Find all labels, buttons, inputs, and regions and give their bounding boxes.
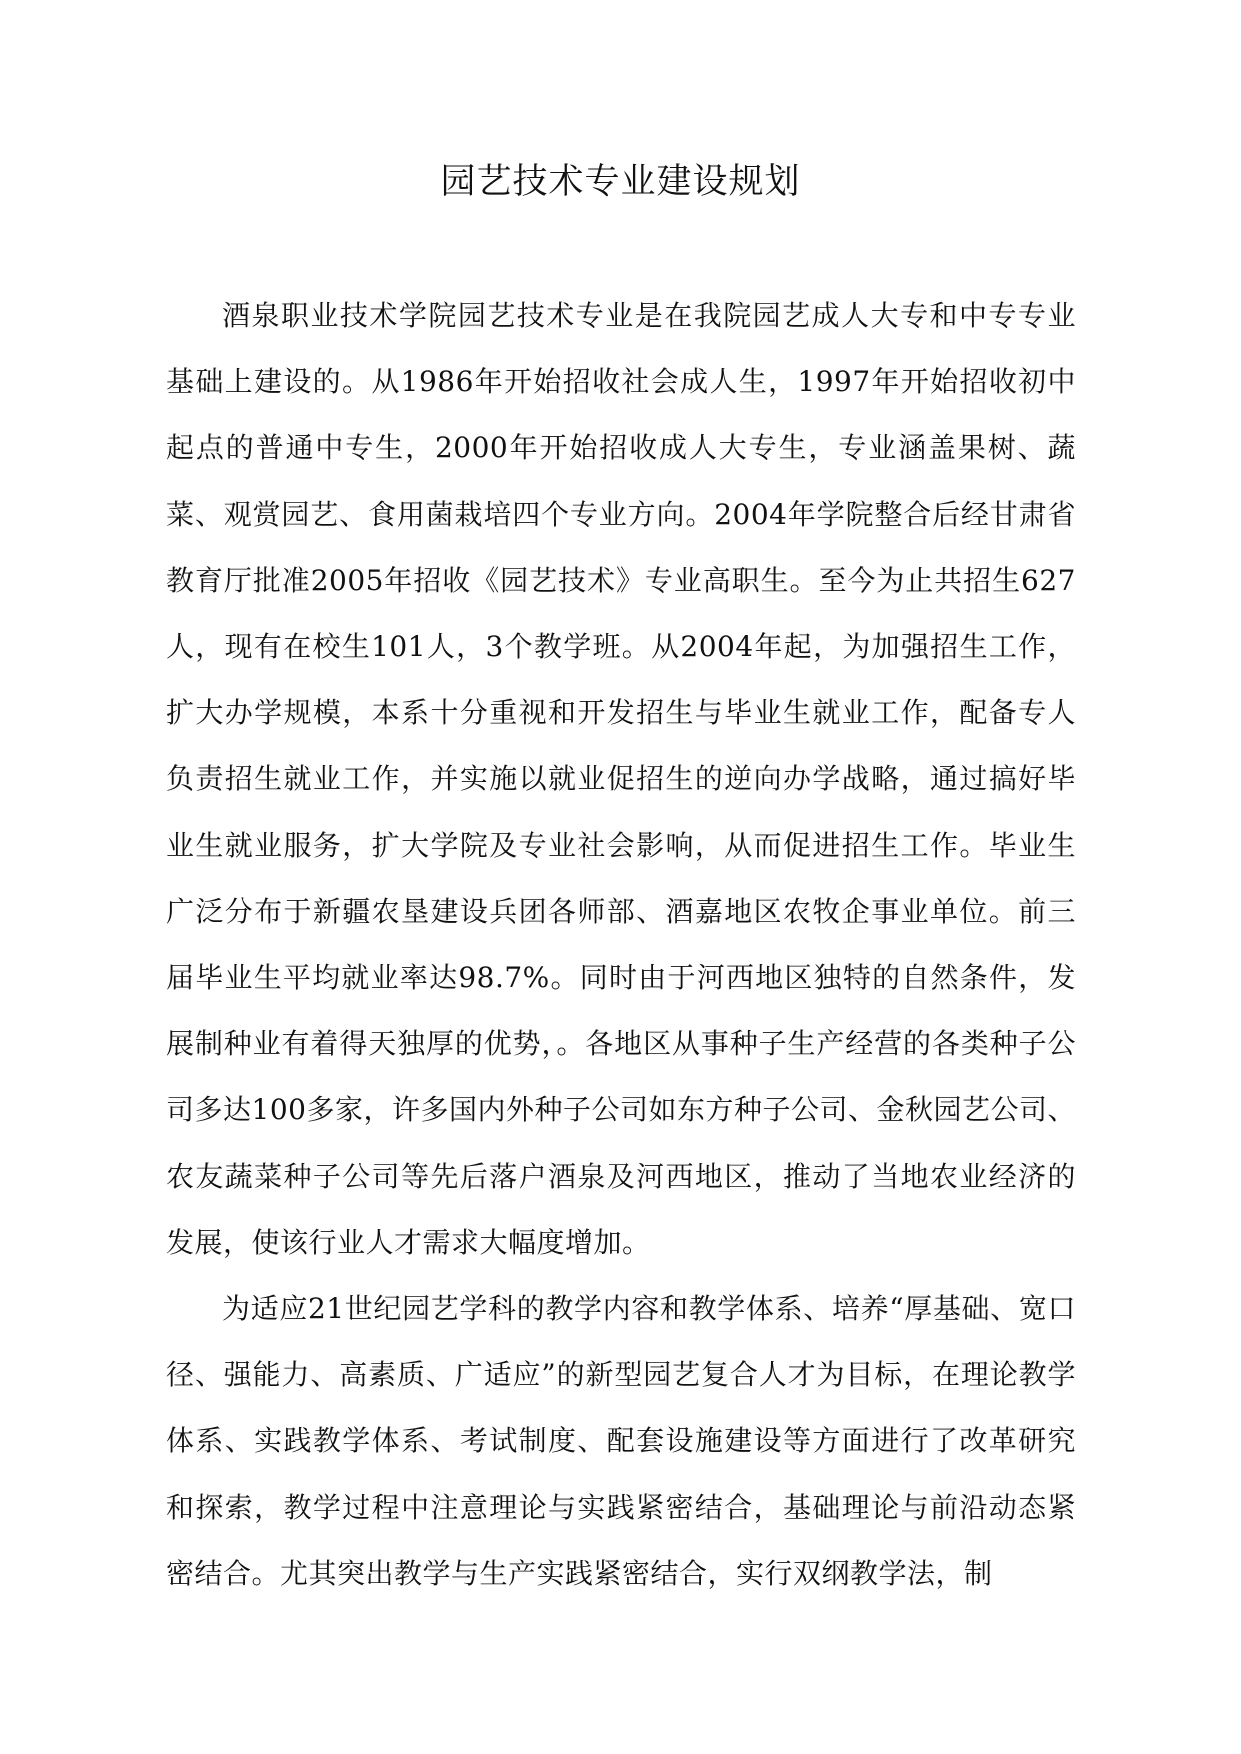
paragraph-enrollment-history: 酒泉职业技术学院园艺技术专业是在我院园艺成人大专和中专专业基础上建设的。从1986年开始招收社会成人生，1997年开始招收初中起点的普通中专生，2000年开始招收成人大专生，专业涵盖果树、蔬菜、观赏园艺、食用菌栽培四个专业方向。2004年学院整合后经甘肃省教育厅批准2005年招收《园艺技术》专业高职生。至今为止共招生627人，现有在校生101人，3个教学班。从2004年起，为加强招生工作，扩大办学规模，本系十分重视和开发招生与毕业生就业工作，配备专人负责招生就业工作，并实施以就业促招生的逆向办学战略，通过搞好毕业生就业服务，扩大学院及专业社会影响，从而促进招生工作。毕业生广泛分布于新疆农垦建设兵团各师部、酒嘉地区农牧企事业单位。前三届毕业生平均就业率达98.7%。同时由于河西地区独特的自然条件，发展制种业有着得天独厚的优势，。各地区从事种子生产经营的各类种子公司多达100多家，许多国内外种子公司如东方种子公司、金秋园艺公司、农友蔬菜种子公司等先后落户酒泉及河西地区，推动了当地农业经济的发展，使该行业人才需求大幅度增加。 xyxy=(166,299,1076,1259)
document-body xyxy=(166,283,1076,1607)
paragraph-teaching-reform: 为适应21世纪园艺学科的教学内容和教学体系、培养“厚基础、宽口径、强能力、高素质、广适应”的新型园艺复合人才为目标，在理论教学体系、实践教学体系、考试制度、配套设施建设等方面进行了改革研究和探索，教学过程中注意理论与实践紧密结合，基础理论与前沿动态紧密结合。尤其突出教学与生产实践紧密结合，实行双纲教学法，制 xyxy=(166,1292,1076,1590)
document-title: 园艺技术专业建设规划 xyxy=(440,162,801,202)
